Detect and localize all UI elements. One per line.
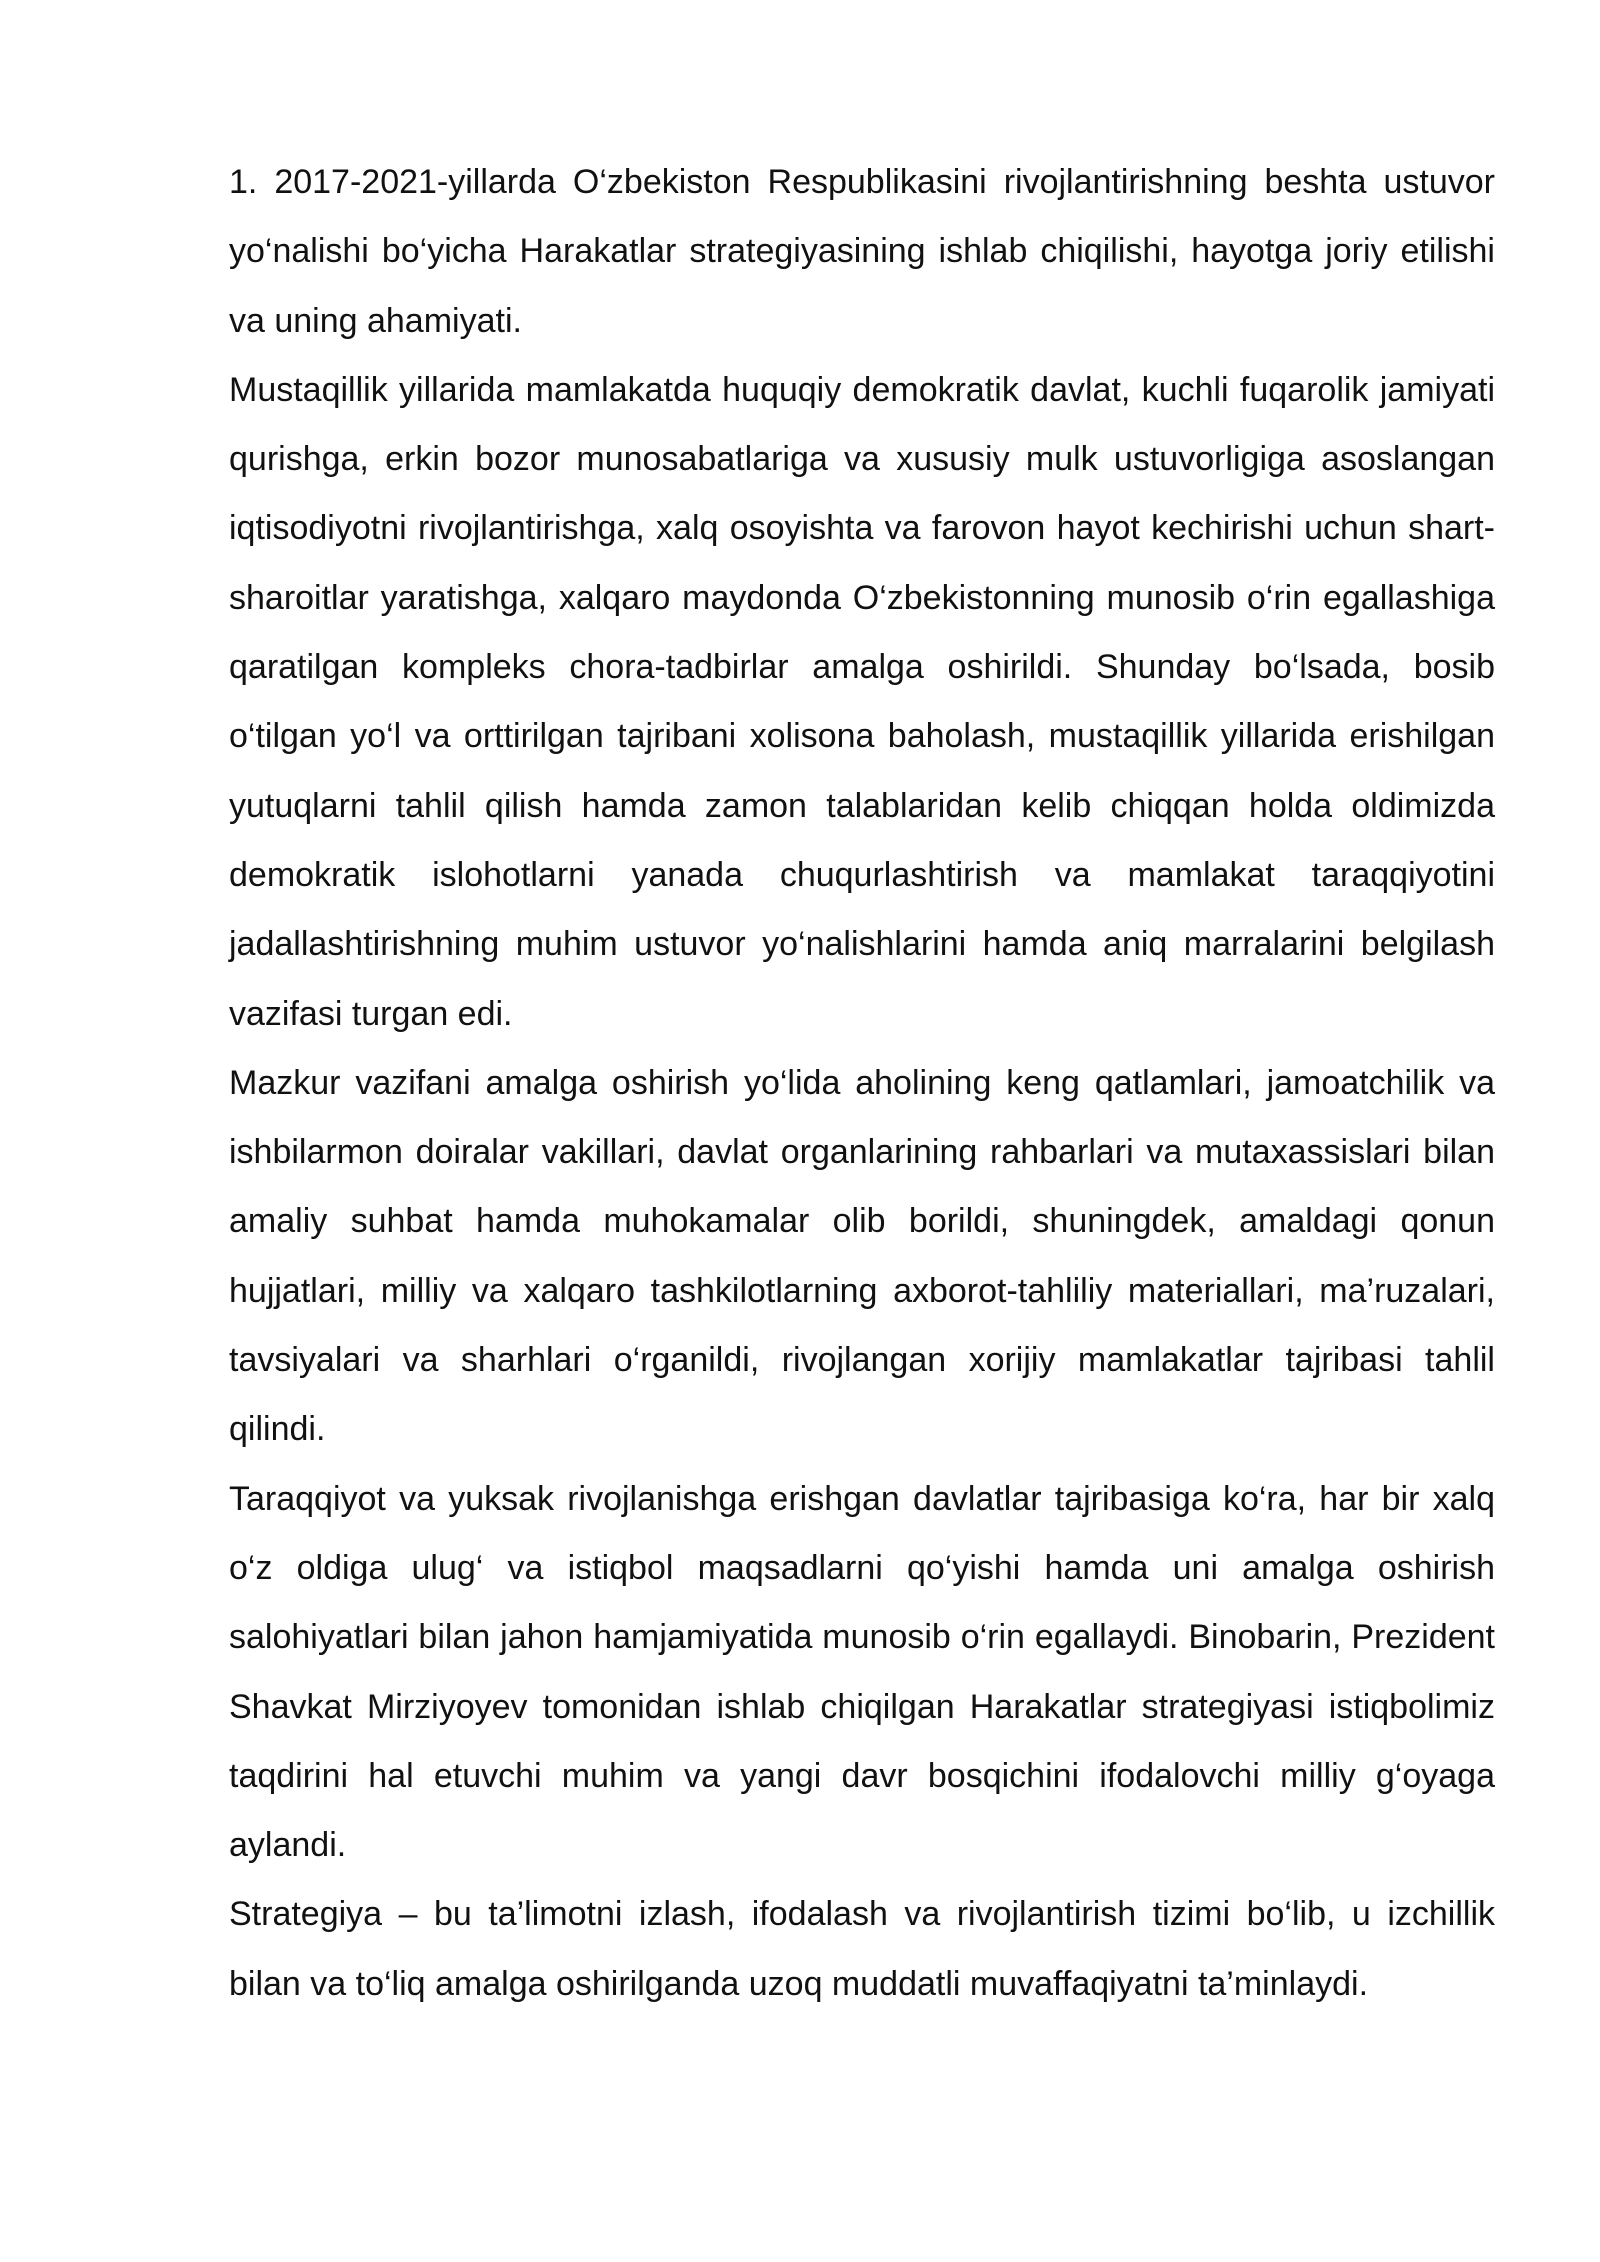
paragraph-strategy-definition: Strategiya – bu ta’limotni izlash, ifodalash va rivojlantirish tizimi bo‘lib, u izchillik bilan va to‘liq amalga oshirilganda uzoq muddatli muvaffaqiyatni ta’minlaydi. [229,1895,1495,2003]
paragraph-national-idea: Taraqqiyot va yuksak rivojlanishga erishgan davlatlar tajribasiga ko‘ra, har bir xalq o‘z oldiga ulug‘ va istiqbol maqsadlarni qo‘yishi hamda uni amalga oshirish salohiyatlari bilan jahon hamjamiyatida munosib o‘rin egallaydi. Binobarin, Prezident Shavkat Mirziyoyev tomonidan ishlab chiqilgan Harakatlar strategiyasi istiqbolimiz taqdirini hal etuvchi muhim va yangi davr bosqichini ifodalovchi milliy g‘oyaga aylandi. [229,1479,1495,1865]
document-body [229,148,1495,2019]
section-heading: 1. 2017-2021-yillarda O‘zbekiston Respublikasini rivojlantirishning beshta ustuvor yo‘nalishi bo‘yicha Harakatlar strategiyasining ishlab chiqilishi, hayotga joriy etilishi va uning ahamiyati. [229,163,1495,340]
paragraph-independence-reforms: Mustaqillik yillarida mamlakatda huquqiy demokratik davlat, kuchli fuqarolik jamiyati qurishga, erkin bozor munosabatlariga va xususiy mulk ustuvorligiga asoslangan iqtisodiyotni rivojlantirishga, xalq osoyishta va farovon hayot kechirishi uchun shart-sharoitlar yaratishga, xalqaro maydonda O‘zbekistonning munosib o‘rin egallashiga qaratilgan kompleks chora-tadbirlar amalga oshirildi. Shunday bo‘lsada, bosib o‘tilgan yo‘l va orttirilgan tajribani xolisona baholash, mustaqillik yillarida erishilgan yutuqlarni tahlil qilish hamda zamon talablaridan kelib chiqqan holda oldimizda demokratik islohotlarni yanada chuqurlashtirish va mamlakat taraqqiyotini jadallashtirishning muhim ustuvor yo‘nalishlarini hamda aniq marralarini belgilash vazifasi turgan edi. [229,370,1495,1033]
paragraph-consultations: Mazkur vazifani amalga oshirish yo‘lida aholining keng qatlamlari, jamoatchilik va ishbilarmon doiralar vakillari, davlat organlarining rahbarlari va mutaxassislari bilan amaliy suhbat hamda muhokamalar olib borildi, shuningdek, amaldagi qonun hujjatlari, milliy va xalqaro tashkilotlarning axborot-tahliliy materiallari, ma’ruzalari, tavsiyalari va sharhlari o‘rganildi, rivojlangan xorijiy mamlakatlar tajribasi tahlil qilindi. [229,1063,1495,1449]
